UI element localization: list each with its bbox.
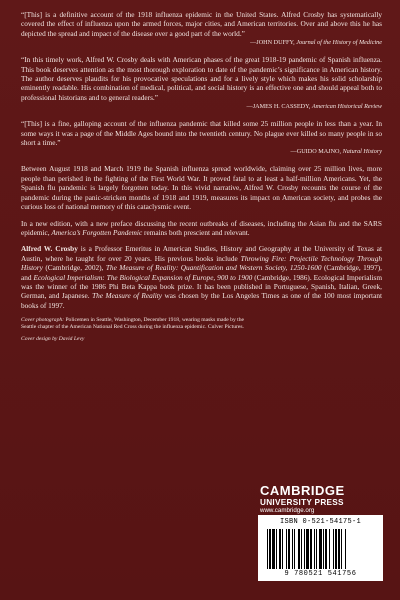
barcode-bar xyxy=(314,529,315,569)
review-author: —JAMES H. CASSEDY, xyxy=(246,103,312,111)
book-title: America’s Forgotten Pandemic xyxy=(51,227,143,237)
bio-text: was chosen by the Los Angeles Times as one of the 100 most important books of 1997. xyxy=(21,291,382,310)
review-source: Natural History xyxy=(342,148,382,156)
bio-text: is a Professor Emeritus in American Studies, History and Geography at the University of Texas at Austin, where he taught for over 20 years. His previous books include xyxy=(21,244,382,263)
review-2 xyxy=(21,55,382,111)
publisher-subname: UNIVERSITY PRESS xyxy=(260,498,344,507)
bio-text: (Cambridge, 2002), xyxy=(42,263,106,273)
review-author: —GUIDO MAJNO, xyxy=(290,148,343,156)
barcode-bar xyxy=(279,529,281,569)
book-title: The Measure of Reality: Quantification and Western Society, 1250-1600 xyxy=(105,263,322,273)
review-source: American Historical Review xyxy=(311,103,382,111)
barcode-bar xyxy=(288,529,290,569)
barcode-bar xyxy=(294,529,295,569)
barcode-bar xyxy=(329,529,330,569)
book-description: Between August 1918 and March 1919 the Spanish influenza spread worldwide, claiming over 25 million lives, more people than perished in the fighting of the First World War. It proved fatal to at least a half-million Americans. Yet, the Spanish flu pandemic is largely forgotten today. In this vivid narrative, Alfred W. Crosby recounts the course of the pandemic during the panic-stricken months of 1918 and 1919, measures its impact on American society, and probes the curious loss of national memory of this cataclysmic event. xyxy=(21,164,382,212)
review-source: Journal of the History of Medicine xyxy=(296,39,382,47)
barcode-bar xyxy=(272,529,275,569)
barcode-bar xyxy=(323,529,324,569)
barcode-bar xyxy=(269,529,271,569)
barcode-bar xyxy=(292,529,293,569)
publisher-logo xyxy=(260,484,385,515)
barcode-bar xyxy=(338,529,340,569)
isbn-label: ISBN 0-521-54175-1 xyxy=(279,518,361,526)
publisher-name: CAMBRIDGE xyxy=(260,483,345,498)
review-attribution xyxy=(21,39,382,47)
barcode-bar xyxy=(310,529,312,569)
barcode-bar xyxy=(298,529,300,569)
barcode-panel xyxy=(258,515,383,581)
review-quote: “[This] is a definitive account of the 1918 influenza epidemic in the United States. Alfred Crosby has systematically covered the effect of influenza upon the armed forces, major cities, and American territories. Over and above this he has depicted the spread and impact of the disease over a good part of the world.” xyxy=(21,10,382,38)
barcode-bar xyxy=(306,529,309,569)
author-bio xyxy=(21,244,382,310)
book-title: Ecological Imperialism: The Biological Expansion of Europe, 900 to 1900 xyxy=(33,272,253,282)
barcode-icon xyxy=(267,529,375,569)
barcode-number: 9 780521 541756 xyxy=(284,570,357,578)
author-name: Alfred W. Crosby xyxy=(21,244,78,254)
new-edition-text: In a new edition, with a new preface discussing the recent outbreaks of diseases, including the Asian flu and the SARS epidemic, xyxy=(21,218,382,237)
review-3 xyxy=(21,119,382,156)
barcode-bar xyxy=(282,529,283,569)
barcode-bar xyxy=(276,529,277,569)
new-edition-note xyxy=(21,219,382,238)
review-quote: “[This] is a fine, galloping account of the influenza pandemic that killed some 25 million people in less than a year. In some ways it was a page of the Middle Ages bound into the twentieth century. No plague ever killed so many people in so short a time.” xyxy=(21,119,382,148)
review-attribution xyxy=(21,103,382,111)
credit-text: Policemen in Seattle, Washington, December 1918, wearing masks made by the Seattle chapter of the American National Red Cross during the influenza epidemic. Culver Pictures. xyxy=(21,317,245,331)
barcode-bar xyxy=(345,529,346,569)
barcode-bar xyxy=(319,529,322,569)
barcode-bar xyxy=(325,529,327,569)
barcode-bar xyxy=(301,529,302,569)
barcode-bar xyxy=(333,529,334,569)
cover-photo-credit xyxy=(21,317,251,331)
book-title: The Measure of Reality xyxy=(92,291,163,301)
barcode-bar xyxy=(341,529,342,569)
credit-label: Cover photograph: xyxy=(21,317,65,324)
review-attribution xyxy=(21,148,382,156)
barcode-bar xyxy=(267,529,268,569)
new-edition-text: remains both prescient and relevant. xyxy=(142,227,250,237)
back-cover-text xyxy=(21,10,382,347)
publisher-url: www.cambridge.org xyxy=(260,507,315,514)
bio-text: (Cambridge, 1997), and xyxy=(21,263,382,282)
review-quote: “In this timely work, Alfred W. Crosby deals with American phases of the great 1918-19 pandemic of Spanish influenza. This book deserves attention as the most thorough exploration to date of the pandemic’s significance in American history. The author deserves plaudits for his provocative speculations and for a lively style which makes his solid scholarship eminently readable. His combination of medical, political, and social history is an effective one and should appeal both to professional historians and to general readers.” xyxy=(21,55,382,102)
book-title: Throwing Fire: Projectile Technology Through History xyxy=(21,253,382,273)
barcode-bar xyxy=(286,529,287,569)
credit-text: Cover design by David Levy xyxy=(21,335,85,342)
barcode-bar xyxy=(304,529,305,569)
review-author: —JOHN DUFFY, xyxy=(250,39,297,47)
cover-design-credit xyxy=(21,336,382,343)
barcode-bar xyxy=(316,529,317,569)
barcode-bar xyxy=(335,529,337,569)
bio-text: (Cambridge, 1986). Ecological Imperialism was the winner of the 1986 Phi Beta Kappa book prize. It has been published in Portuguese, Spanish, Italian, Greek, German, and Japanese. xyxy=(21,272,382,301)
review-1 xyxy=(21,10,382,47)
